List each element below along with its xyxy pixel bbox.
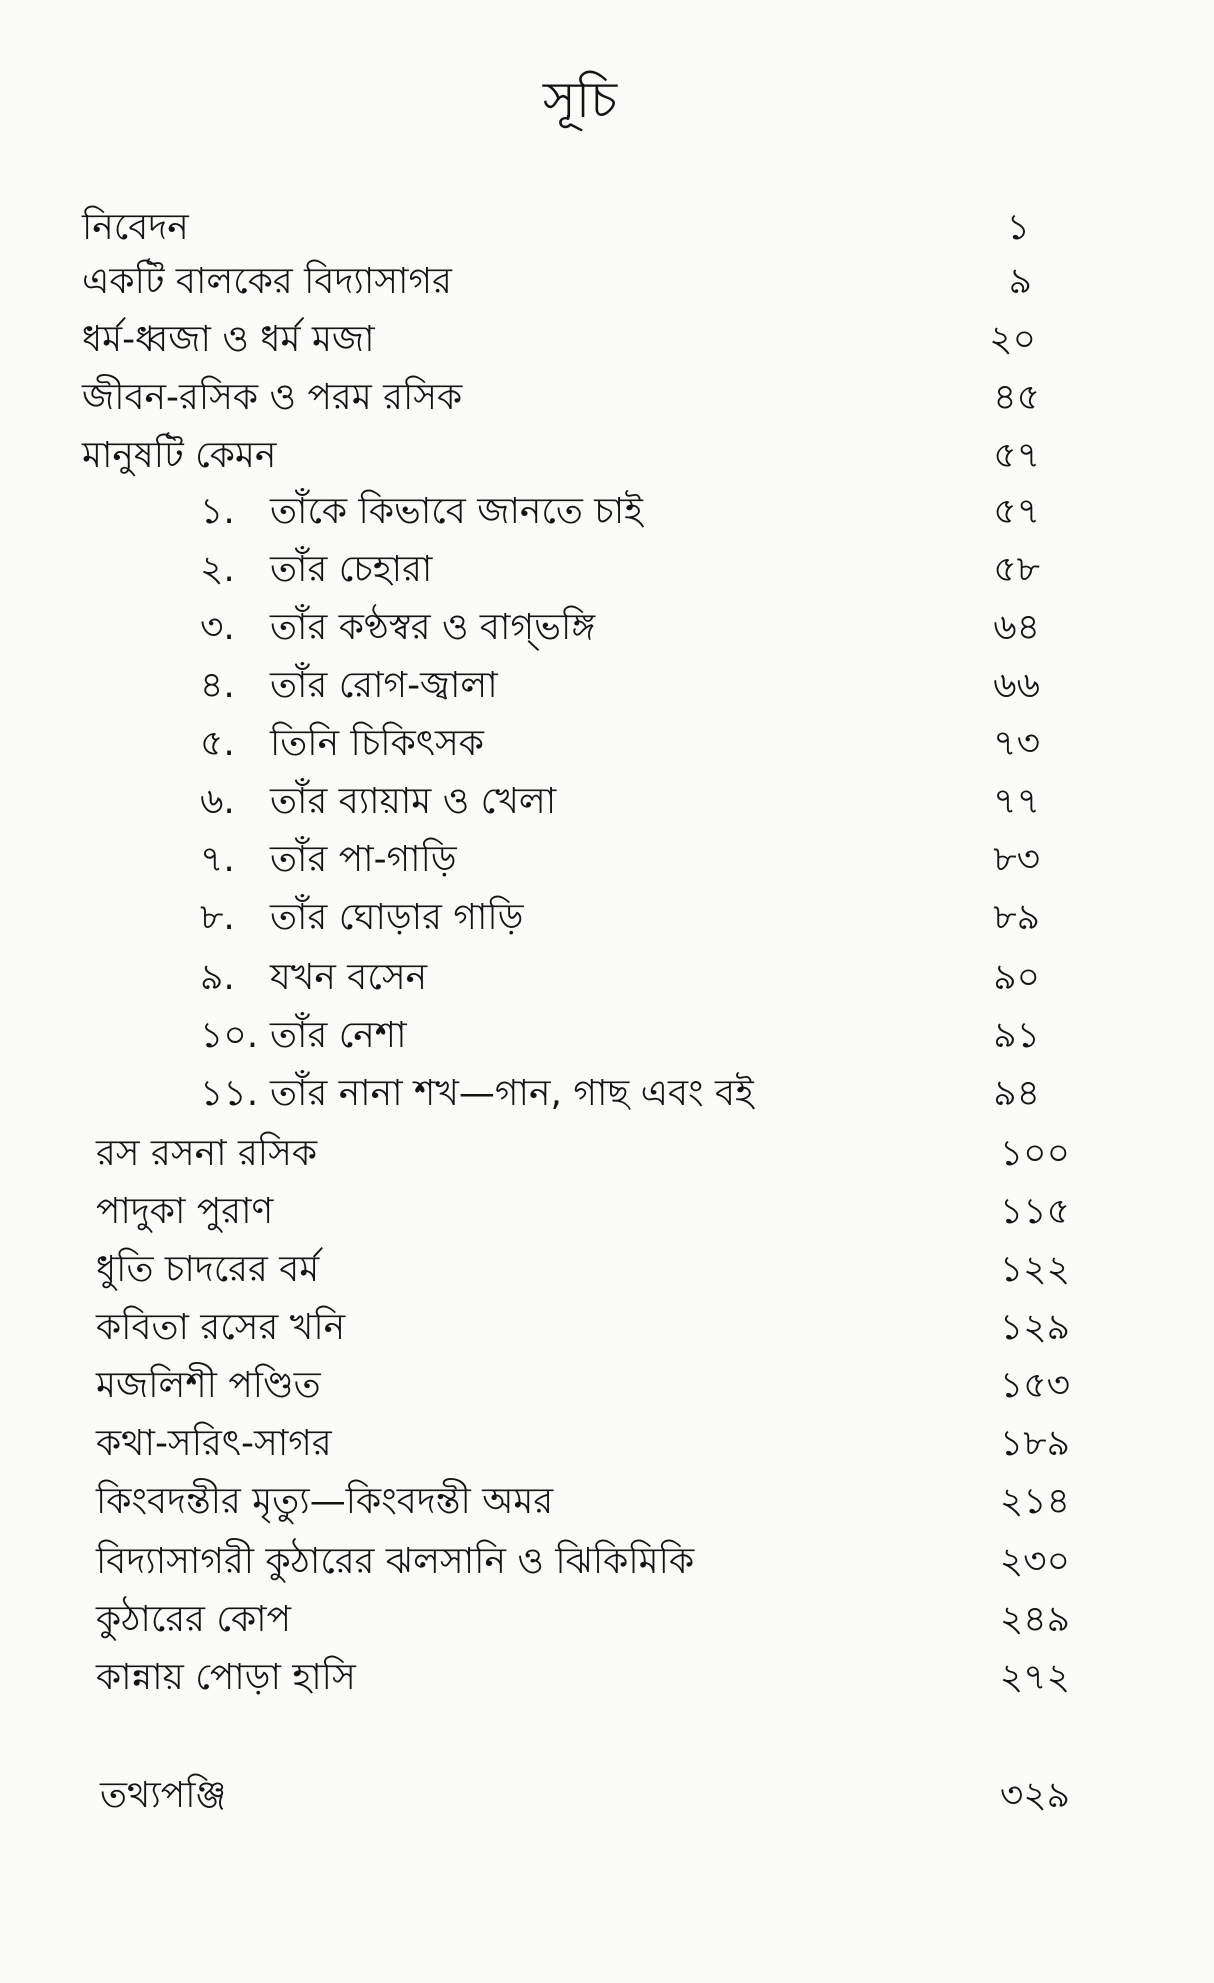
toc-entry-title: রস রসনা রসিক: [96, 1133, 318, 1174]
toc-subentry-number: ১১.: [200, 1073, 259, 1114]
toc-entry-title: মানুষটি কেমন: [82, 435, 277, 476]
toc-subentry-number: ১০.: [200, 1015, 259, 1056]
toc-entry-title: ধর্ম-ধ্বজা ও ধর্ম মজা: [82, 319, 375, 360]
toc-entry-page: ১৫৩: [999, 1365, 1070, 1406]
toc-entry: [0, 370, 1214, 426]
toc-entry: [0, 1474, 1214, 1530]
toc-entry-page: ৪৫: [993, 377, 1040, 418]
toc-subentry: [0, 774, 1214, 830]
toc-subentry-number: ৯.: [200, 957, 235, 998]
toc-entry: [0, 200, 1214, 256]
toc-entry-page: ৬৪: [993, 607, 1040, 648]
toc-entry: [0, 1416, 1214, 1472]
toc-subentry-title: তাঁর চেহারা: [270, 549, 433, 590]
toc-entry-page: ৫৮: [993, 549, 1040, 590]
toc-subentry-number: ৫.: [200, 723, 235, 764]
toc-subentry: [0, 600, 1214, 656]
toc-entry-title: কিংবদন্তীর মৃত্যু—কিংবদন্তী অমর: [96, 1481, 554, 1522]
toc-entry-title: একটি বালকের বিদ্যাসাগর: [82, 261, 452, 302]
toc-entry-page: ৭৭: [993, 781, 1040, 822]
toc-entry-page: ১০০: [999, 1133, 1070, 1174]
toc-subentry-title: তাঁর ব্যায়াম ও খেলা: [270, 781, 557, 822]
toc-subentry: [0, 1008, 1214, 1064]
toc-entry-page: ৮৩: [993, 839, 1040, 880]
toc-subentry-title: তাঁর কণ্ঠস্বর ও বাগ্ভঙ্গি: [270, 607, 596, 648]
toc-subentry: [0, 950, 1214, 1006]
toc-subentry: [0, 716, 1214, 772]
toc-subentry-title: তাঁর রোগ-জ্বালা: [270, 665, 498, 706]
toc-entry-page: ১১৫: [999, 1191, 1070, 1232]
toc-entry-page: ২৪৯: [999, 1599, 1070, 1640]
toc-entry-page: ১: [1006, 207, 1030, 248]
toc-entry: [0, 312, 1214, 368]
toc-entry-page: ১২২: [999, 1249, 1070, 1290]
toc-entry-title: তথ্যপঞ্জি: [100, 1775, 227, 1816]
toc-entry-page: ২৩০: [999, 1541, 1070, 1582]
toc-entry-title: কথা-সরিৎ-সাগর: [96, 1423, 332, 1464]
toc-subentry-number: ১.: [200, 491, 235, 532]
page-title: সূচি: [542, 71, 618, 129]
toc-entry-title: ধুতি চাদরের বর্ম: [96, 1249, 320, 1290]
toc-entry-page: ৮৯: [993, 897, 1040, 938]
toc-entry-title: কবিতা রসের খনি: [96, 1307, 346, 1348]
toc-entry-page: ৭৩: [993, 723, 1040, 764]
toc-entry-title: বিদ্যাসাগরী কুঠারের ঝলসানি ও ঝিকিমিকি: [96, 1541, 695, 1582]
toc-entry: [0, 428, 1214, 484]
toc-subentry-title: তাঁকে কিভাবে জানতে চাই: [270, 491, 643, 532]
toc-entry: [0, 1300, 1214, 1356]
toc-entry-page: ৫৭: [993, 491, 1040, 532]
toc-subentry: [0, 832, 1214, 888]
toc-entry-title: পাদুকা পুরাণ: [96, 1191, 274, 1232]
toc-subentry-title: যখন বসেন: [270, 957, 428, 998]
toc-entry-page: ২০: [989, 319, 1036, 360]
toc-subentry-title: তাঁর পা-গাড়ি: [270, 839, 457, 880]
toc-entry-page: ৯: [1008, 261, 1032, 302]
toc-entry: [0, 1242, 1214, 1298]
toc-entry-title: কুঠারের কোপ: [96, 1599, 292, 1640]
toc-entry-title: মজলিশী পণ্ডিত: [96, 1365, 321, 1406]
toc-subentry-number: ৩.: [200, 607, 235, 648]
toc-subentry: [0, 542, 1214, 598]
toc-subentry-title: তাঁর ঘোড়ার গাড়ি: [270, 897, 524, 938]
toc-entry: [0, 254, 1214, 310]
toc-subentry: [0, 484, 1214, 540]
toc-entry: [0, 1534, 1214, 1590]
toc-entry-page: ৫৭: [993, 435, 1040, 476]
toc-entry-page: ১২৯: [999, 1307, 1070, 1348]
toc-entry-page: ৩২৯: [999, 1775, 1070, 1816]
toc-entry-title: জীবন-রসিক ও পরম রসিক: [82, 377, 463, 418]
toc-subentry: [0, 658, 1214, 714]
toc-entry-title: নিবেদন: [82, 207, 189, 248]
toc-entry-page: ১৮৯: [999, 1423, 1070, 1464]
toc-entry-title: কান্নায় পোড়া হাসি: [96, 1657, 356, 1698]
toc-subentry-number: ৪.: [200, 665, 235, 706]
toc-subentry-title: তিনি চিকিৎসক: [270, 723, 484, 764]
toc-entry-page: ২১৪: [999, 1481, 1070, 1522]
toc-entry: [0, 1650, 1214, 1706]
toc-subentry-number: ৭.: [200, 839, 235, 880]
toc-entry-index: [0, 1768, 1214, 1824]
toc-entry: [0, 1358, 1214, 1414]
toc-entry-page: ৬৬: [993, 665, 1040, 706]
toc-subentry: [0, 1066, 1214, 1122]
toc-entry: [0, 1592, 1214, 1648]
toc-subentry-number: ৮.: [200, 897, 235, 938]
toc-entry-page: ৯০: [993, 957, 1040, 998]
toc-subentry-title: তাঁর নানা শখ—গান, গাছ এবং বই: [270, 1073, 754, 1114]
toc-subentry: [0, 890, 1214, 946]
toc-subentry-number: ২.: [200, 549, 235, 590]
toc-entry: [0, 1126, 1214, 1182]
toc-entry: [0, 1184, 1214, 1240]
toc-entry-page: ২৭২: [999, 1657, 1070, 1698]
toc-entry-page: ৯১: [993, 1015, 1040, 1056]
toc-entry-page: ৯৪: [993, 1073, 1040, 1114]
toc-subentry-title: তাঁর নেশা: [270, 1015, 407, 1056]
toc-subentry-number: ৬.: [200, 781, 235, 822]
